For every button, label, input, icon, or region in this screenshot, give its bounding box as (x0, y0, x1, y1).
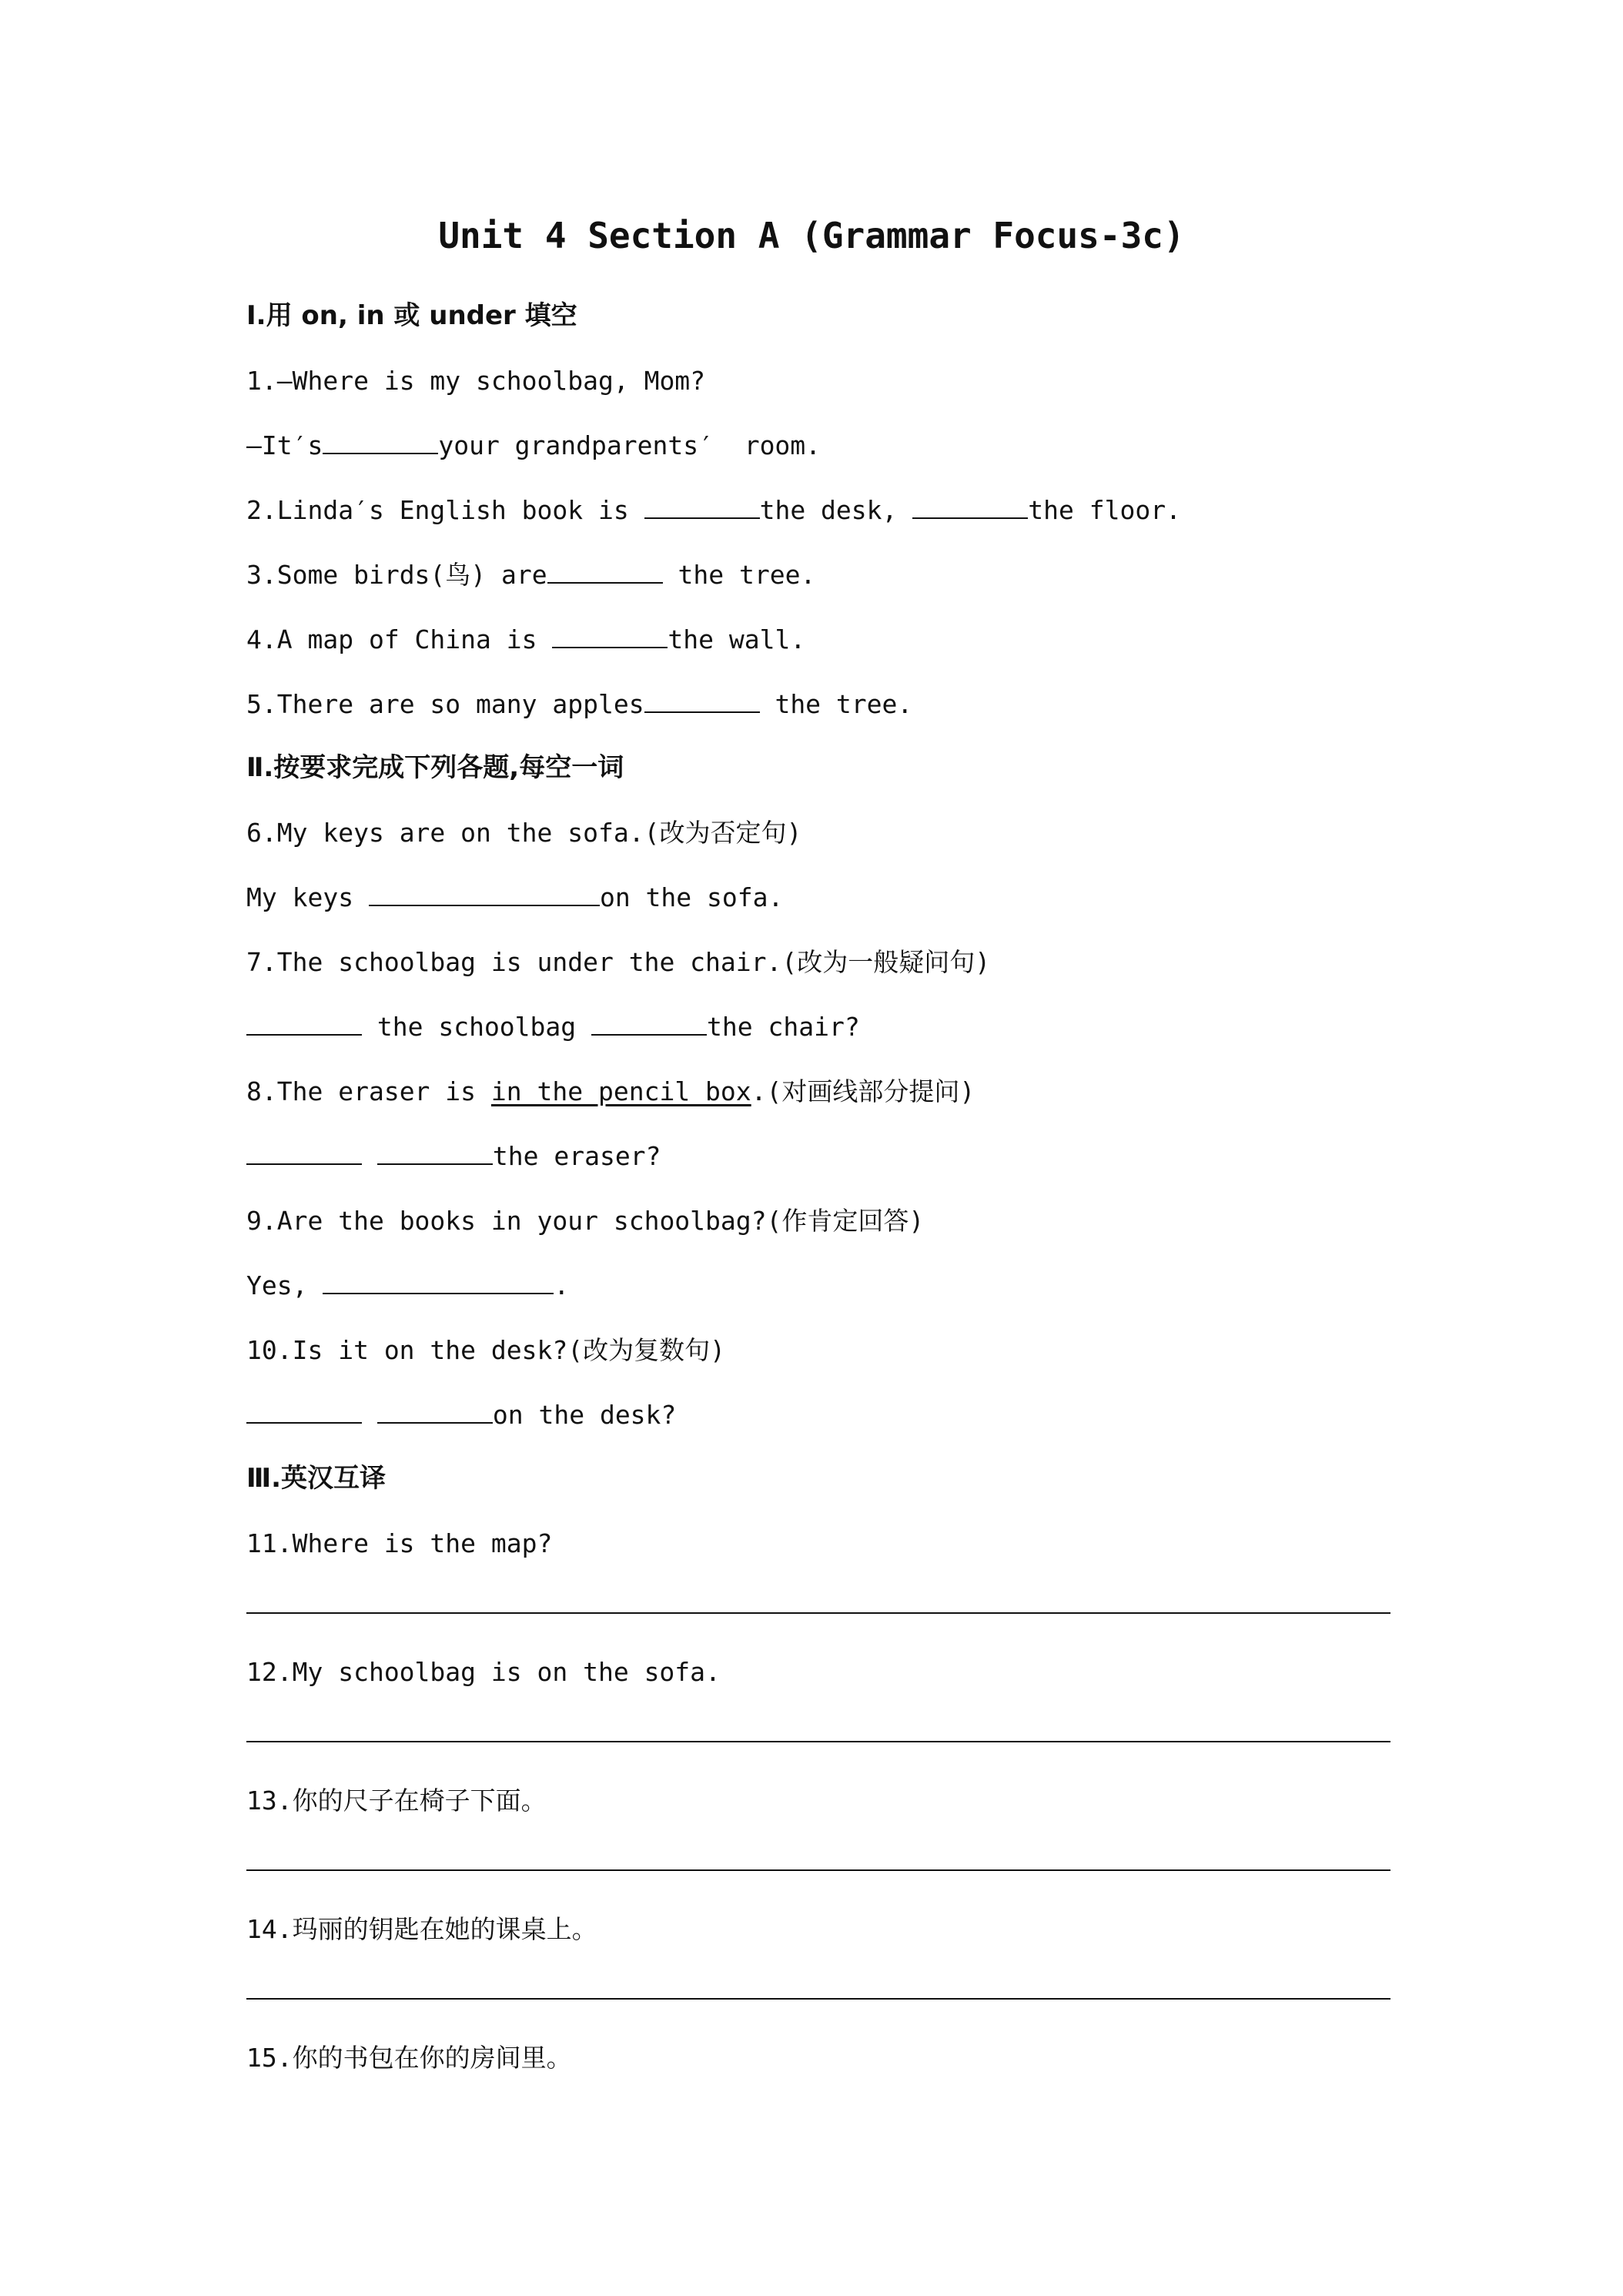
question-number: 13. (246, 1786, 293, 1816)
section-heading-3: Ⅲ.英汉互译 (246, 1463, 387, 1494)
answer-text: My keys (246, 882, 369, 912)
answer-line[interactable] (246, 1612, 1390, 1614)
question-number: 5. (246, 689, 277, 719)
question-number: 8. (246, 1076, 277, 1106)
answer-blank[interactable] (246, 1011, 362, 1036)
answer-text: the chair? (707, 1012, 860, 1042)
question-text: There are so many apples (276, 689, 644, 719)
question-text: The schoolbag is under the chair.(改为一般疑问句) (276, 947, 991, 977)
question-text: 你的书包在你的房间里。 (292, 2043, 572, 2073)
underlined-phrase: in the pencil box (490, 1076, 751, 1106)
answer-text: the schoolbag (362, 1012, 592, 1042)
answer-text: on the sofa. (599, 882, 784, 912)
question-8-answer (246, 1138, 661, 1175)
question-text: the tree. (759, 689, 913, 719)
question-number: 9. (246, 1206, 277, 1236)
answer-blank[interactable] (323, 430, 438, 454)
answer-text: . (554, 1270, 570, 1300)
answer-blank[interactable] (369, 882, 600, 906)
answer-line[interactable] (246, 1998, 1390, 2000)
question-1-reply (246, 427, 821, 464)
answer-blank[interactable] (644, 494, 760, 519)
answer-blank[interactable] (912, 494, 1028, 519)
question-text: the floor. (1028, 495, 1181, 525)
question-2 (246, 492, 1181, 529)
answer-blank[interactable] (377, 1140, 493, 1165)
section-heading-2: Ⅱ.按要求完成下列各题,每空一词 (246, 752, 624, 783)
answer-blank[interactable] (547, 559, 663, 584)
question-9-answer (246, 1267, 569, 1304)
question-number: 4. (246, 624, 277, 654)
question-text: A map of China is (276, 624, 553, 654)
answer-line[interactable] (246, 1741, 1390, 1742)
question-text: the tree. (662, 560, 816, 590)
section-heading-1: Ⅰ.用 on, in 或 under 填空 (246, 300, 577, 331)
question-number: 15. (246, 2043, 293, 2073)
answer-text: on the desk? (492, 1400, 677, 1430)
answer-text: the eraser? (492, 1141, 661, 1171)
question-10 (246, 1332, 725, 1369)
question-text: Is it on the desk?(改为复数句) (292, 1335, 725, 1365)
question-number: 7. (246, 947, 277, 977)
question-text: Where is the map? (292, 1528, 553, 1558)
question-text: The eraser is (276, 1076, 491, 1106)
answer-blank[interactable] (644, 688, 760, 713)
question-15 (246, 2040, 572, 2077)
question-11 (246, 1525, 552, 1562)
question-9 (246, 1203, 924, 1240)
answer-text (362, 1400, 377, 1430)
question-number: 3. (246, 560, 277, 590)
question-number: 6. (246, 818, 277, 848)
question-number: 1. (246, 366, 277, 396)
question-text: Linda′s English book is (276, 495, 644, 525)
question-1 (246, 363, 705, 400)
question-text: —Where is my schoolbag, Mom? (276, 366, 706, 396)
reply-text: —It′s (246, 430, 323, 460)
question-6 (246, 815, 801, 852)
question-text: the wall. (668, 624, 806, 654)
question-text: My schoolbag is on the sofa. (292, 1657, 721, 1687)
reply-text: your grandparents′ room. (438, 430, 822, 460)
question-3 (246, 557, 815, 594)
answer-blank[interactable] (323, 1270, 554, 1294)
answer-blank[interactable] (246, 1140, 362, 1165)
question-13 (246, 1782, 547, 1819)
question-number: 12. (246, 1657, 293, 1687)
answer-blank[interactable] (246, 1399, 362, 1424)
question-number: 2. (246, 495, 277, 525)
question-8 (246, 1073, 975, 1110)
question-text: .(对画线部分提问) (751, 1076, 975, 1106)
page-title: Unit 4 Section A (Grammar Focus-3c) (438, 215, 1185, 256)
question-14 (246, 1911, 597, 1948)
question-number: 14. (246, 1914, 293, 1944)
answer-blank[interactable] (377, 1399, 493, 1424)
answer-blank[interactable] (591, 1011, 707, 1036)
question-10-answer (246, 1397, 676, 1434)
question-text: the desk, (759, 495, 913, 525)
answer-text (362, 1141, 377, 1171)
question-12 (246, 1654, 721, 1691)
question-7-answer (246, 1009, 860, 1046)
question-number: 11. (246, 1528, 293, 1558)
question-text: 玛丽的钥匙在她的课桌上。 (292, 1914, 597, 1944)
question-number: 10. (246, 1335, 293, 1365)
question-4 (246, 621, 805, 658)
question-text: Are the books in your schoolbag?(作肯定回答) (276, 1206, 925, 1236)
question-5 (246, 686, 912, 723)
question-7 (246, 944, 990, 981)
answer-blank[interactable] (552, 624, 668, 648)
answer-text: Yes, (246, 1270, 323, 1300)
question-text: Some birds(鸟) are (276, 560, 547, 590)
question-6-answer (246, 879, 783, 916)
answer-line[interactable] (246, 1869, 1390, 1871)
question-text: 你的尺子在椅子下面。 (292, 1786, 547, 1816)
question-text: My keys are on the sofa.(改为否定句) (276, 818, 802, 848)
